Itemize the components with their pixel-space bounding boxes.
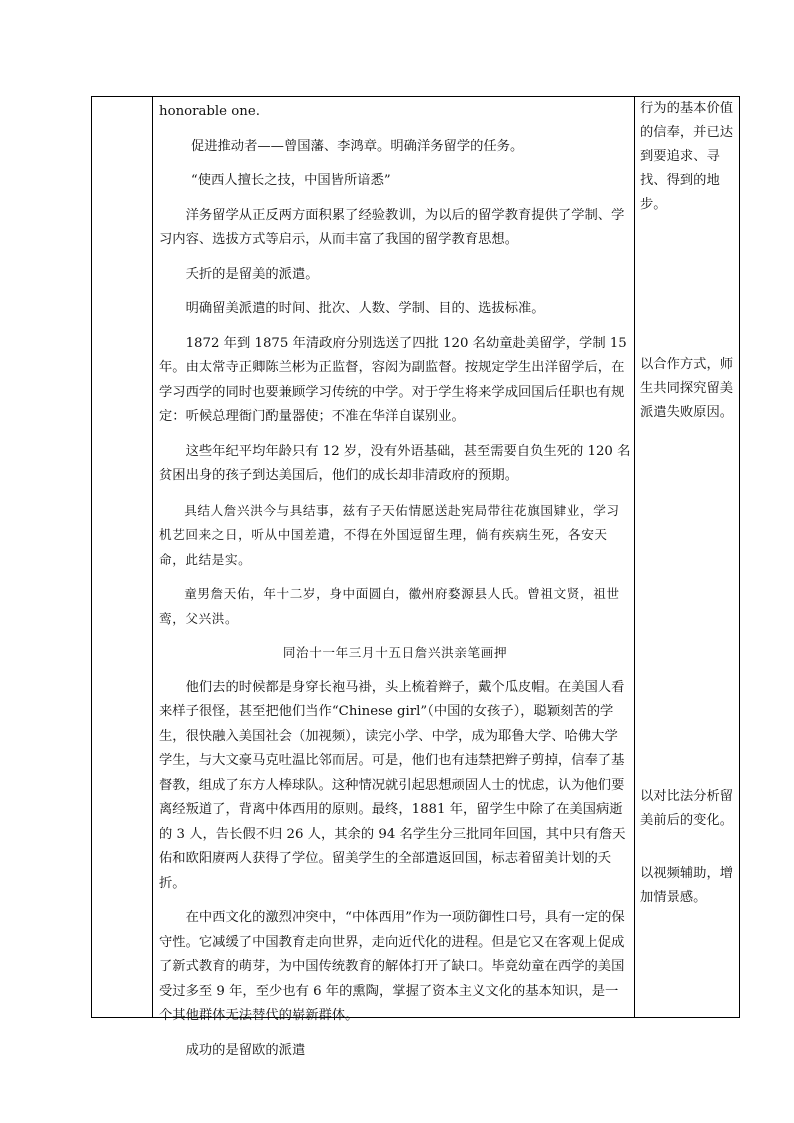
side-note-comparison — [640, 785, 736, 833]
side-note-text: 以视频辅助，增加情景感。 — [640, 866, 734, 905]
paragraph-zhan-tianyou: 童男詹天佑，年十二岁，身中面圆白，徽州府婺源县人氏。曾祖文贤，祖世鸾，父兴洪。 — [159, 586, 620, 626]
side-note-text: 以合作方式，师生共同探究留美派遣失败原因。 — [640, 357, 734, 420]
paragraph-honorable: honorable one. — [159, 104, 260, 119]
side-note-text: 以对比法分析留美前后的变化。 — [640, 789, 734, 828]
column-divider-left — [152, 97, 153, 1017]
column-divider-right — [634, 97, 635, 1017]
side-note-text: 行为的基本价值的信奉，并已达到要追求、寻找、得到的地步。 — [640, 101, 734, 212]
paragraph-failure-heading: 夭折的是留美的派遣。 — [185, 266, 319, 282]
paragraph-appearance: 他们去的时候都是身穿长袍马褂，头上梳着辫子，戴个瓜皮帽。在美国人看来样子很怪，甚至把他们当作“Chinese girl”（中国的女孩子），聪颖刻苦的学生，很快融入美国社会（加视频），读完小学、中学，成为耶鲁大学、哈佛大学学生，与大文豪马克吐温比邻而居。可是，他们也有违禁把辫子剪掉，信奉了基督教，组成了东方人棒球队。这种情况就引起思想顽固人士的忧虑，认为他们要离经叛道了，背离中体西用的原则。最终，1881 年，留学生中除了在美国病逝的 3 人，告长假不归 26 人，其余的 94 名学生分三批同年回国，其中只有詹天佑和欧阳赓两人获得了学位。留美学生的全部遣返回国，标志着留美计划的夭折。 — [159, 679, 626, 891]
paragraph-quote: “使西人擅长之技，中国皆所谙悉” — [190, 173, 391, 188]
paragraph-europe: 成功的是留欧的派遣 — [185, 1042, 306, 1058]
lesson-plan-table — [91, 96, 740, 1058]
paragraph-bond: 具结人詹兴洪今与具结事，兹有子天佑情愿送赴宪局带往花旗国肄业，学习机艺回来之日，听从中国差遣，不得在外国逗留生理，倘有疾病生死，各安天命，此结是实。 — [159, 502, 620, 567]
side-note-cooperation — [640, 353, 736, 425]
paragraph-clarify: 明确留美派遣的时间、批次、人数、学制、目的、选拔标准。 — [185, 301, 545, 316]
paragraph-conflict: 在中西文化的激烈冲突中，“中体西用”作为一项防御性口号，具有一定的保守性。它减缓了中国教育走向世界，走向近代化的进程。但是它又在客观上促成了新式教育的萌芽，为中国传统教育的解体打开了缺口。毕竟幼童在西学的美国受过多至 9 年，至少也有 6 年的熏陶，掌握了资本主义文化的基本知识，是一个其他群体无法替代的崭新群体。 — [159, 910, 625, 1023]
paragraph-signature-date: 同治十一年三月十五日詹兴洪亲笔画押 — [282, 645, 508, 660]
paragraph-experience: 洋务留学从正反两方面积累了经验教训，为以后的留学教育提供了学制、学习内容、选拔方式等启示，从而丰富了我国的留学教育思想。 — [159, 207, 625, 247]
paragraph-age: 这些年纪平均年龄只有 12 岁，没有外语基础，甚至需要自负生死的 120 名贫困出身的孩子到达美国后，他们的成长却非清政府的预期。 — [159, 443, 631, 483]
side-note-video — [640, 862, 736, 910]
paragraph-1872: 1872 年到 1875 年清政府分别选送了四批 120 名幼童赴美留学，学制 15 年。由太常寺正卿陈兰彬为正监督，容闳为副监督。按规定学生出洋留学后，在学习西学的同时也要兼顾学习传统的中学。对于学生将来学成回国后任职也有规定：听候总理衙门酌量器使；不准在华洋自谋别业。 — [159, 335, 627, 424]
paragraph-promoters: 促进推动者——曾国藩、李鸿章。明确洋务留学的任务。 — [190, 138, 524, 154]
side-note-values — [640, 97, 736, 217]
teaching-content-column — [159, 97, 631, 1063]
